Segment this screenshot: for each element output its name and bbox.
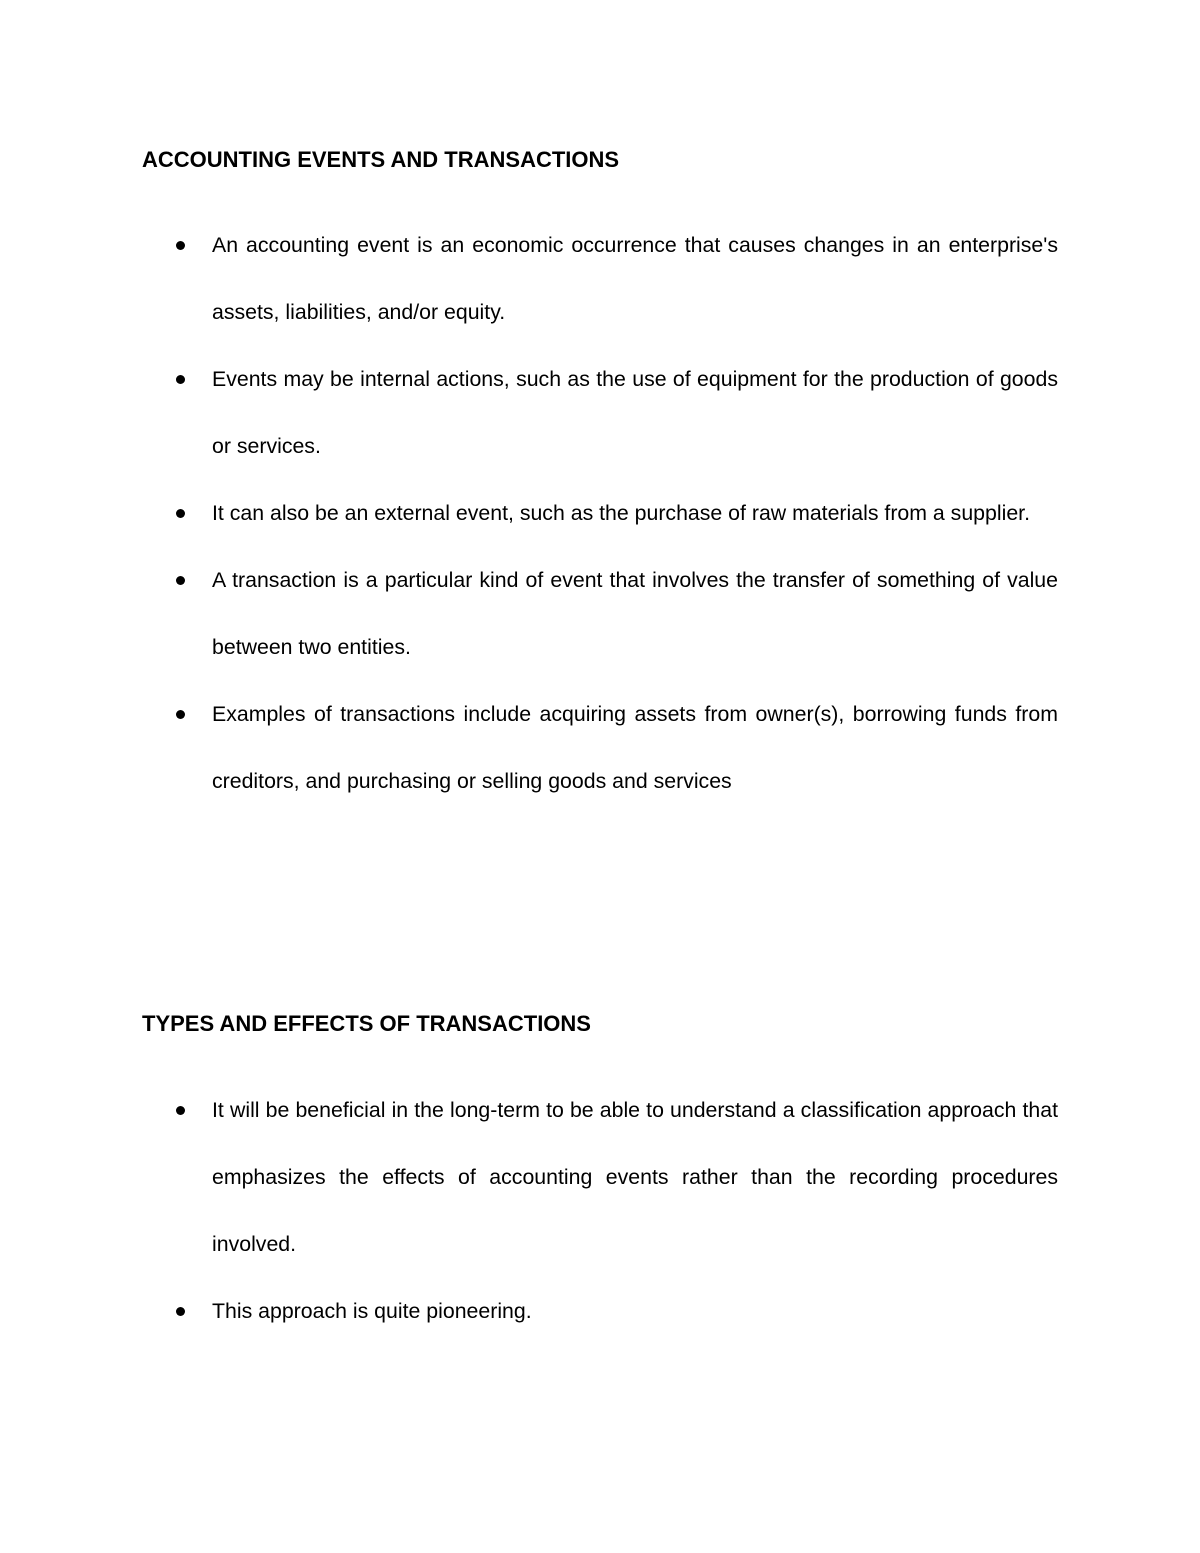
bullet-icon — [176, 1307, 185, 1316]
section-heading-accounting-events: ACCOUNTING EVENTS AND TRANSACTIONS — [142, 147, 620, 172]
list-item: Events may be internal actions, such as the use of equipment for the production of goods or services. — [170, 346, 1058, 480]
bullet-icon — [176, 576, 185, 585]
bullet-icon — [176, 1106, 185, 1115]
list-item: It will be beneficial in the long-term to be able to understand a classification approach that emphasizes the effects of accounting events rather than the recording procedures involved. — [170, 1077, 1058, 1278]
bullet-icon — [176, 375, 185, 384]
list-item: It can also be an external event, such as the purchase of raw materials from a supplier. — [170, 480, 1058, 547]
list-item: A transaction is a particular kind of event that involves the transfer of something of value between two entities. — [170, 547, 1058, 681]
list-item: This approach is quite pioneering. — [170, 1278, 1058, 1345]
section-heading-types-and-effects: TYPES AND EFFECTS OF TRANSACTIONS — [142, 1011, 591, 1036]
bullet-icon — [176, 710, 185, 719]
types-effects-bullet-list — [170, 1077, 1058, 1345]
bullet-icon — [176, 509, 185, 518]
bullet-icon — [176, 241, 185, 250]
list-item: Examples of transactions include acquiring assets from owner(s), borrowing funds from creditors, and purchasing or selling goods and services — [170, 681, 1058, 815]
list-item: An accounting event is an economic occurrence that causes changes in an enterprise's assets, liabilities, and/or equity. — [170, 212, 1058, 346]
accounting-events-bullet-list — [170, 212, 1058, 815]
